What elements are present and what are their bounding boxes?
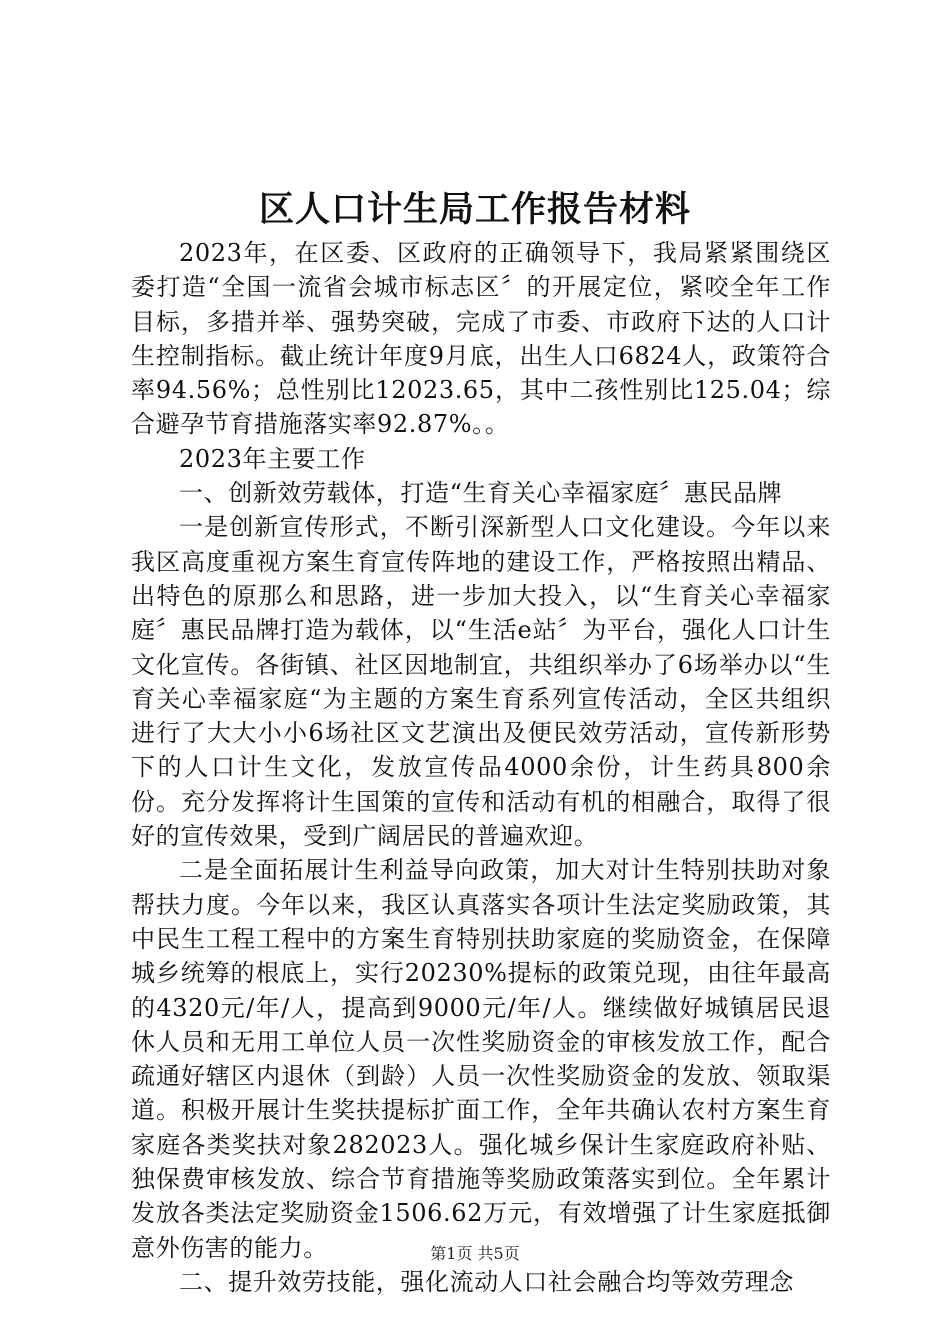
section-heading-2: 二、提升效劳技能，强化流动人口社会融合均等效劳理念 [179, 1267, 794, 1296]
document-title: 区人口计生局工作报告材料 [258, 189, 691, 230]
paragraph-publicity: 一是创新宣传形式，不断引深新型人口文化建设。今年以来我区高度重视方案生育宣传阵地的建设工作，严格按照出精品、出特色的原那么和思路，进一步加大投入，以“生育关心幸福家庭〞惠民品牌打造为载体，以“生活e站〞为平台，强化人口计生文化宣传。各街镇、社区因地制宜，共组织举办了6场举办以“生育关心幸福家庭“为主题的方案生育系列宣传活动，全区共组织进行了大大小小6场社区文艺演出及便民效劳活动，宣传新形势下的人口计生文化，发放宣传品4000余份，计生药具800余份。充分发挥将计生国策的宣传和活动有机的相融合，取得了很好的宣传效果，受到广阔居民的普遍欢迎。 [131, 513, 831, 851]
page-number: 第1页 共5页 [430, 1244, 520, 1263]
paragraph-incentive-policy: 二是全面拓展计生利益导向政策，加大对计生特别扶助对象帮扶力度。今年以来，我区认真落实各项计生法定奖励政策，其中民生工程工程中的方案生育特别扶助家庭的奖励资金，在保障城乡统筹的根底上，实行20230%提标的政策兑现，由往年最高的4320元/年/人，提高到9000元/年/人。继续做好城镇居民退休人员和无用工单位人员一次性奖励资金的审核发放工作，配合疏通好辖区内退休（到龄）人员一次性奖励资金的发放、领取渠道。积极开展计生奖扶提标扩面工作，全年共确认农村方案生育家庭各类奖扶对象282023人。强化城乡保计生家庭政府补贴、独保费审核发放、综合节育措施等奖励政策落实到位。全年累计发放各类法定奖励资金1506.62万元，有效增强了计生家庭抵御意外伤害的能力。 [131, 856, 831, 1262]
section-heading-main-work: 2023年主要工作 [179, 444, 366, 473]
section-heading-1: 一、创新效劳载体，打造“生育关心幸福家庭〞惠民品牌 [179, 479, 783, 508]
document-body [131, 236, 831, 1299]
paragraph-intro: 2023年，在区委、区政府的正确领导下，我局紧紧围绕区委打造“全国一流省会城市标志区〞的开展定位，紧咬全年工作目标，多措并举、强势突破，完成了市委、市政府下达的人口计生控制指标。截止统计年度9月底，出生人口6824人，政策符合率94.56%；总性别比12023.65，其中二孩性别比125.04；综合避孕节育措施落实率92.87%。。 [131, 239, 831, 439]
